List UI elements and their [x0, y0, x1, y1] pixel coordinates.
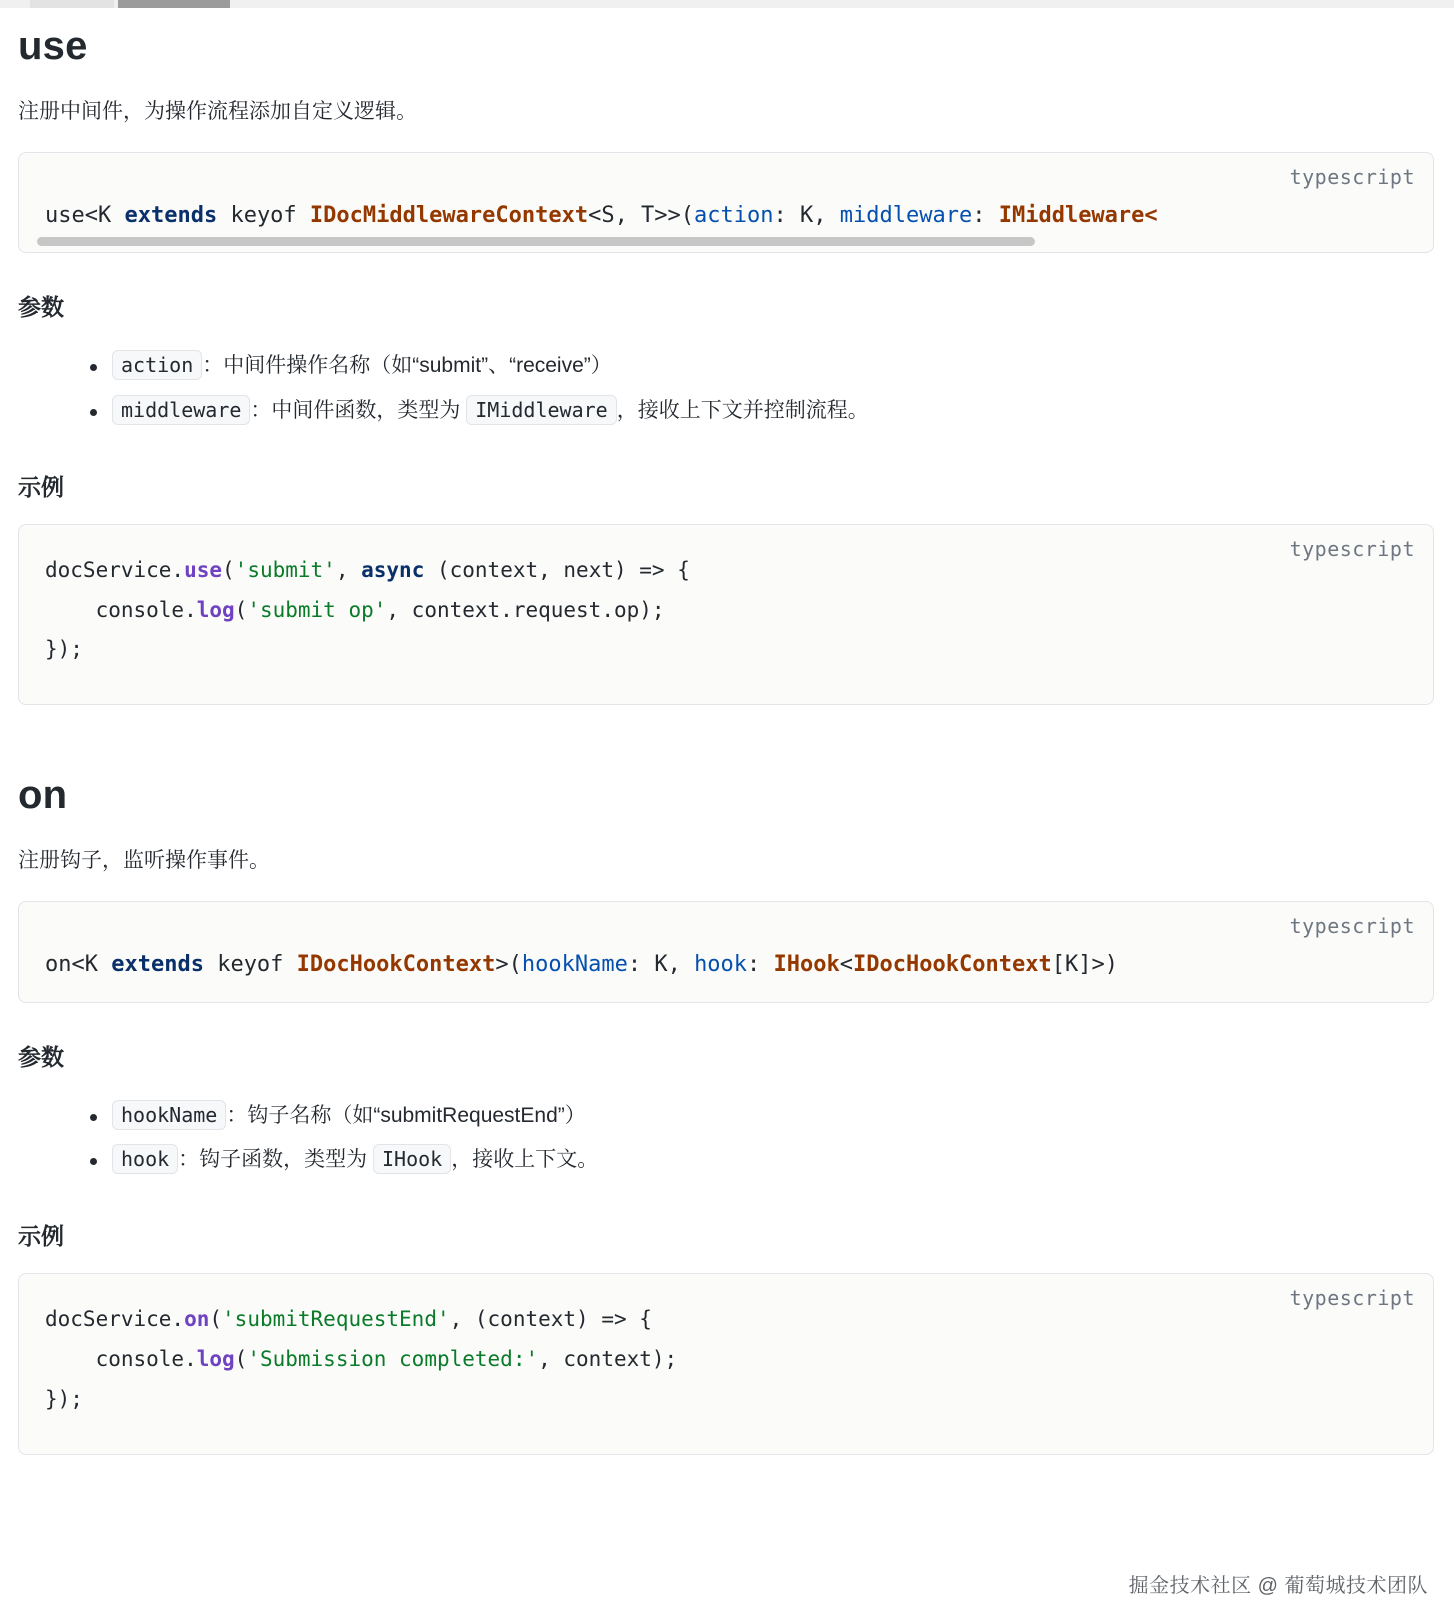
code-horizontal-scrollbar[interactable]	[37, 237, 1423, 246]
param-desc-before: ：钩子函数，类型为	[178, 1147, 374, 1171]
description-on: 注册钩子，监听操作事件。	[18, 849, 270, 873]
page-title-use: use	[18, 24, 88, 68]
inactive-tab[interactable]	[30, 0, 114, 8]
code-language-label: typescript	[1289, 164, 1415, 189]
code-content: docService.on('submitRequestEnd', (context) => { console.log('Submission completed:', context); });	[45, 1307, 678, 1411]
list-item	[90, 1138, 1434, 1182]
param-name-hook: hook	[112, 1144, 178, 1174]
params-list-use	[18, 344, 1434, 432]
params-list-on	[18, 1094, 1434, 1182]
param-type-imiddleware: IMiddleware	[466, 395, 616, 425]
example-heading-on: 示例	[18, 1223, 64, 1250]
code-content: on<K extends keyof IDocHookContext>(hookName: K, hook: IHook<IDocHookContext[K]>)	[45, 952, 1118, 978]
code-block-use-signature	[18, 152, 1434, 254]
code-language-label: typescript	[1289, 914, 1415, 939]
browser-tab-strip	[0, 0, 1454, 8]
code-language-label: typescript	[1289, 1286, 1415, 1311]
param-name-middleware: middleware	[112, 395, 250, 425]
param-name-action: action	[112, 350, 202, 380]
param-type-ihook: IHook	[373, 1144, 451, 1174]
code-content: use<K extends keyof IDocMiddlewareContext<S, T>>(action: K, middleware: IMiddleware<	[45, 202, 1158, 228]
watermark: 掘金技术社区 @ 葡萄城技术团队	[1128, 1575, 1428, 1597]
param-desc-after: ，接收上下文并控制流程。	[616, 398, 869, 422]
param-desc: ：钩子名称（如“submitRequestEnd”）	[226, 1103, 586, 1127]
description-use: 注册中间件，为操作流程添加自定义逻辑。	[18, 100, 417, 123]
params-heading-use: 参数	[18, 294, 64, 321]
param-desc-before: ：中间件函数，类型为	[250, 398, 467, 422]
param-name-hookname: hookName	[112, 1100, 226, 1130]
code-language-label: typescript	[1289, 536, 1415, 561]
param-desc-after: ，接收上下文。	[451, 1147, 599, 1171]
list-item	[90, 344, 1434, 388]
document-body	[0, 24, 1454, 1455]
code-block-on-example	[18, 1273, 1434, 1455]
param-desc: ：中间件操作名称（如“submit”、“receive”）	[202, 354, 612, 378]
page-title-on: on	[18, 773, 68, 818]
list-item	[90, 1094, 1434, 1138]
code-content: docService.use('submit', async (context, next) => { console.log('submit op', context.request.op); });	[45, 557, 690, 662]
active-tab[interactable]	[118, 0, 230, 8]
code-block-on-signature	[18, 901, 1434, 1003]
scrollbar-thumb[interactable]	[37, 237, 1035, 246]
params-heading-on: 参数	[18, 1043, 64, 1070]
list-item	[90, 389, 1434, 433]
code-block-use-example	[18, 524, 1434, 706]
example-heading-use: 示例	[18, 473, 64, 500]
